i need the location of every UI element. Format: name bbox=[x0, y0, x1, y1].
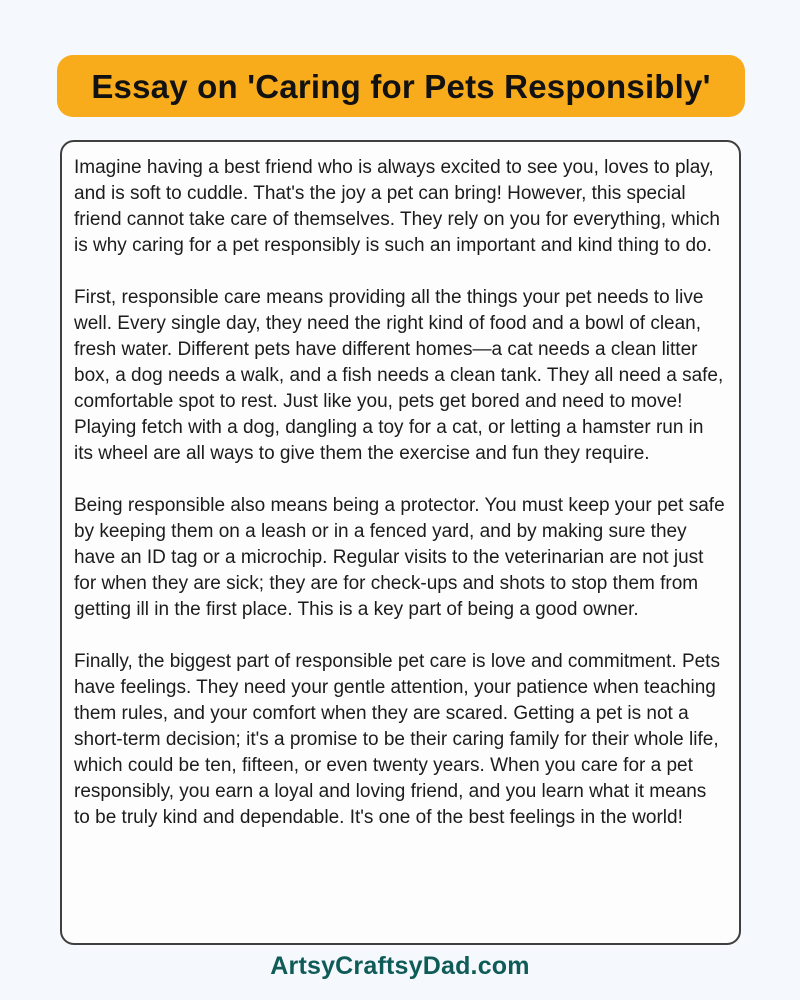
page-title: Essay on 'Caring for Pets Responsibly' bbox=[91, 67, 711, 105]
footer bbox=[0, 952, 800, 981]
title-banner bbox=[57, 55, 745, 117]
essay-paragraph-intro: Imagine having a best friend who is always excited to see you, loves to play, and is soft to cuddle. That's the joy a pet can bring! However, this special friend cannot take care of themselves. They rely on you for everything, which is why caring for a pet responsibly is such an important and kind thing to do. bbox=[74, 157, 720, 256]
essay-paragraph-commitment: Finally, the biggest part of responsible pet care is love and commitment. Pets have feelings. They need your gentle attention, your patience when teaching them rules, and your comfort when they are scared. Getting a pet is not a short-term decision; it's a promise to be their caring family for their whole life, which could be ten, fifteen, or even twenty years. When you care for a pet responsibly, you earn a loyal and loving friend, and you learn what it means to be truly kind and dependable. It's one of the best feelings in the world! bbox=[74, 651, 720, 828]
essay-paragraph-protection: Being responsible also means being a protector. You must keep your pet safe by keeping them on a leash or in a fenced yard, and by making sure they have an ID tag or a microchip. Regular visits to the veterinarian are not just for when they are sick; they are for check-ups and shots to stop them from getting ill in the first place. This is a key part of being a good owner. bbox=[74, 495, 725, 620]
essay-box bbox=[60, 140, 741, 945]
site-name-link[interactable]: ArtsyCraftsyDad.com bbox=[270, 952, 530, 980]
essay-paragraph-needs: First, responsible care means providing all the things your pet needs to live well. Every single day, they need the right kind of food and a bowl of clean, fresh water. Different pets have different homes—a cat needs a clean litter box, a dog needs a walk, and a fish needs a clean tank. They all need a safe, comfortable spot to rest. Just like you, pets get bored and need to move! Playing fetch with a dog, dangling a toy for a cat, or letting a hamster run in its wheel are all ways to give them the exercise and fun they require. bbox=[74, 287, 724, 464]
